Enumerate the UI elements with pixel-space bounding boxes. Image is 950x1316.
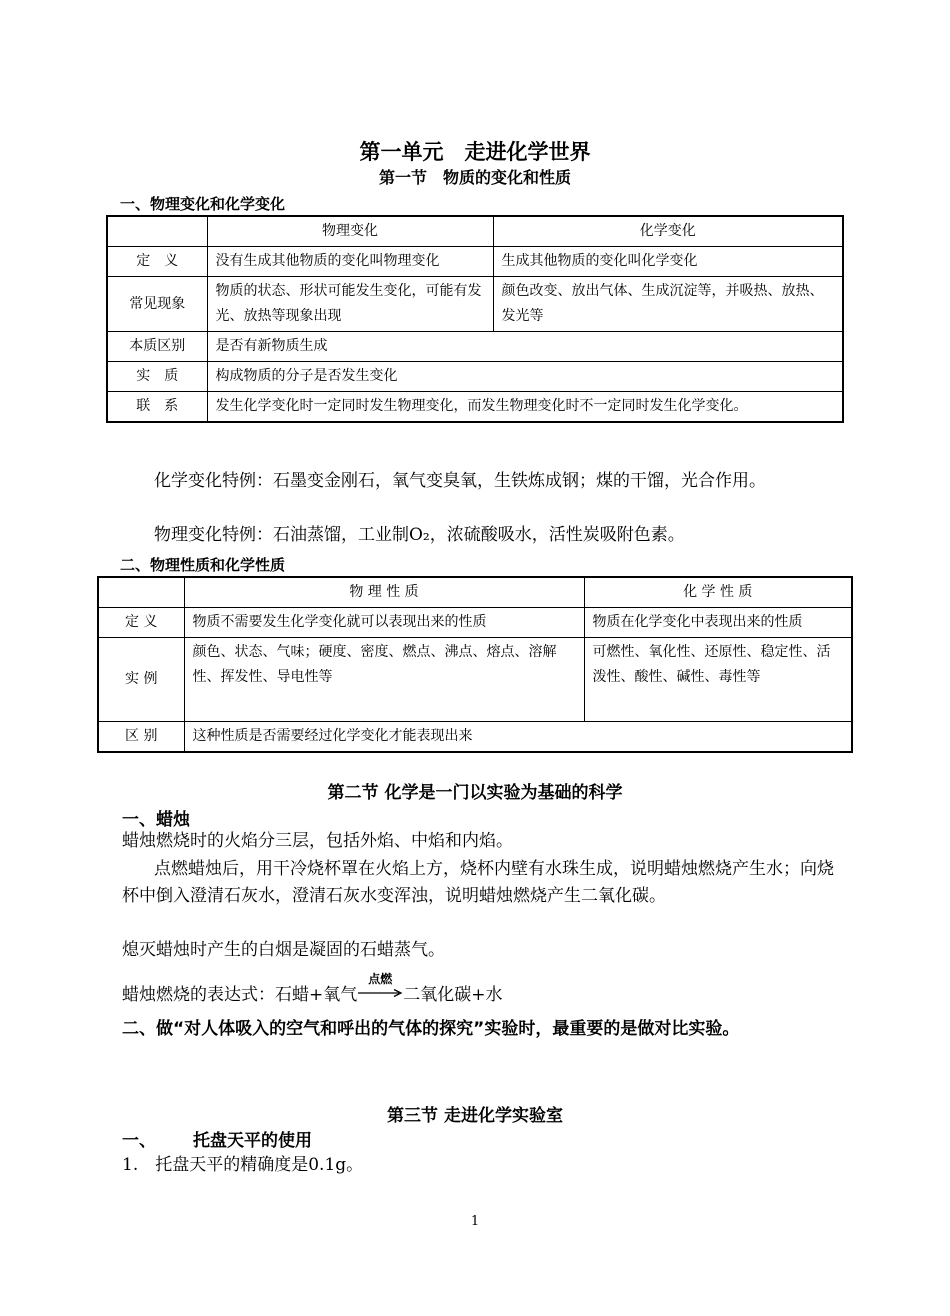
table-row: [107, 277, 843, 332]
comparison-experiment-heading: 二、做“对人体吸入的空气和呼出的气体的探究”实验时，最重要的是做对比实验。: [122, 1019, 740, 1039]
physical-phenomena: 物质的状态、形状可能发生变化，可能有发光、放热等现象出现: [207, 277, 493, 332]
row-label-essence: 实 质: [107, 362, 207, 392]
table-row: [107, 247, 843, 277]
chem-change-examples: 化学变化特例：石墨变金刚石，氧气变臭氧，生铁炼成钢；煤的干馏，光合作用。: [154, 471, 766, 491]
row-label-examples: 实 例: [98, 638, 184, 722]
physical-property-examples: 颜色、状态、气味；硬度、密度、燃点、沸点、熔点、溶解性、挥发性、导电性等: [184, 638, 584, 722]
table-row: [98, 722, 852, 753]
table-row: [98, 608, 852, 638]
page-number: 1: [470, 1214, 480, 1229]
table-corner-cell: [98, 577, 184, 608]
col-header-chemical: 化学变化: [493, 216, 843, 247]
candle-flame-text: 蜡烛燃烧时的火焰分三层，包括外焰、中焰和内焰。: [122, 831, 513, 851]
table-corner-cell: [107, 216, 207, 247]
row-label-phenomena: 常见现象: [107, 277, 207, 332]
reaction-condition: 点燃: [368, 972, 393, 986]
balance-precision-item: 1. 托盘天平的精确度是0.1g。: [122, 1155, 364, 1175]
table-row: [98, 638, 852, 722]
balance-heading-number: 一、: [122, 1131, 156, 1151]
row-label-essential-difference: 本质区别: [107, 332, 207, 362]
reaction-arrow: [357, 972, 403, 1000]
arrow-icon: [357, 988, 403, 998]
section2-title: 第二节 化学是一门以实验为基础的科学: [327, 783, 623, 803]
table-row: [107, 332, 843, 362]
part1-heading: 一、物理变化和化学变化: [120, 195, 286, 213]
col-header-physical-property: 物 理 性 质: [184, 577, 584, 608]
physical-definition: 没有生成其他物质的变化叫物理变化: [207, 247, 493, 277]
equation-reactants: 蜡烛燃烧的表达式：石蜡+氧气: [122, 985, 358, 1005]
row-label-definition: 定 义: [98, 608, 184, 638]
candle-heading: 一、蜡烛: [122, 810, 190, 830]
table-header-row: [107, 216, 843, 247]
chemical-definition: 生成其他物质的变化叫化学变化: [493, 247, 843, 277]
table-row: [107, 392, 843, 423]
section1-title: 第一节 物质的变化和性质: [378, 168, 571, 187]
changes-table: [106, 215, 844, 423]
property-difference: 这种性质是否需要经过化学变化才能表现出来: [184, 722, 852, 753]
essence: 构成物质的分子是否发生变化: [207, 362, 843, 392]
white-smoke-text: 熄灭蜡烛时产生的白烟是凝固的石蜡蒸气。: [122, 940, 445, 960]
col-header-physical: 物理变化: [207, 216, 493, 247]
row-label-difference: 区 别: [98, 722, 184, 753]
essential-difference: 是否有新物质生成: [207, 332, 843, 362]
table-row: [107, 362, 843, 392]
col-header-chemical-property: 化 学 性 质: [584, 577, 852, 608]
unit-title: 第一单元 走进化学世界: [359, 140, 591, 164]
chemical-phenomena: 颜色改变、放出气体、生成沉淀等，并吸热、放热、发光等: [493, 277, 843, 332]
chemical-property-definition: 物质在化学变化中表现出来的性质: [584, 608, 852, 638]
chemical-property-examples: 可燃性、氧化性、还原性、稳定性、活泼性、酸性、碱性、毒性等: [584, 638, 852, 722]
candle-products-text: 点燃蜡烛后，用干冷烧杯罩在火焰上方，烧杯内壁有水珠生成，说明蜡烛燃烧产生水；向烧杯中倒入澄清石灰水，澄清石灰水变浑浊，说明蜡烛燃烧产生二氧化碳。: [122, 859, 834, 906]
row-label-definition: 定 义: [107, 247, 207, 277]
candle-equation: [122, 972, 503, 1009]
balance-heading: 托盘天平的使用: [193, 1131, 312, 1151]
equation-products: 二氧化碳+水: [403, 985, 503, 1005]
relation: 发生化学变化时一定同时发生物理变化，而发生物理变化时不一定同时发生化学变化。: [207, 392, 843, 423]
section3-title: 第三节 走进化学实验室: [387, 1106, 563, 1126]
phys-change-examples: 物理变化特例：石油蒸馏，工业制O₂，浓硫酸吸水，活性炭吸附色素。: [154, 525, 685, 545]
row-label-relation: 联 系: [107, 392, 207, 423]
part2-heading: 二、物理性质和化学性质: [120, 556, 286, 574]
properties-table: [97, 576, 853, 753]
physical-property-definition: 物质不需要发生化学变化就可以表现出来的性质: [184, 608, 584, 638]
table-header-row: [98, 577, 852, 608]
